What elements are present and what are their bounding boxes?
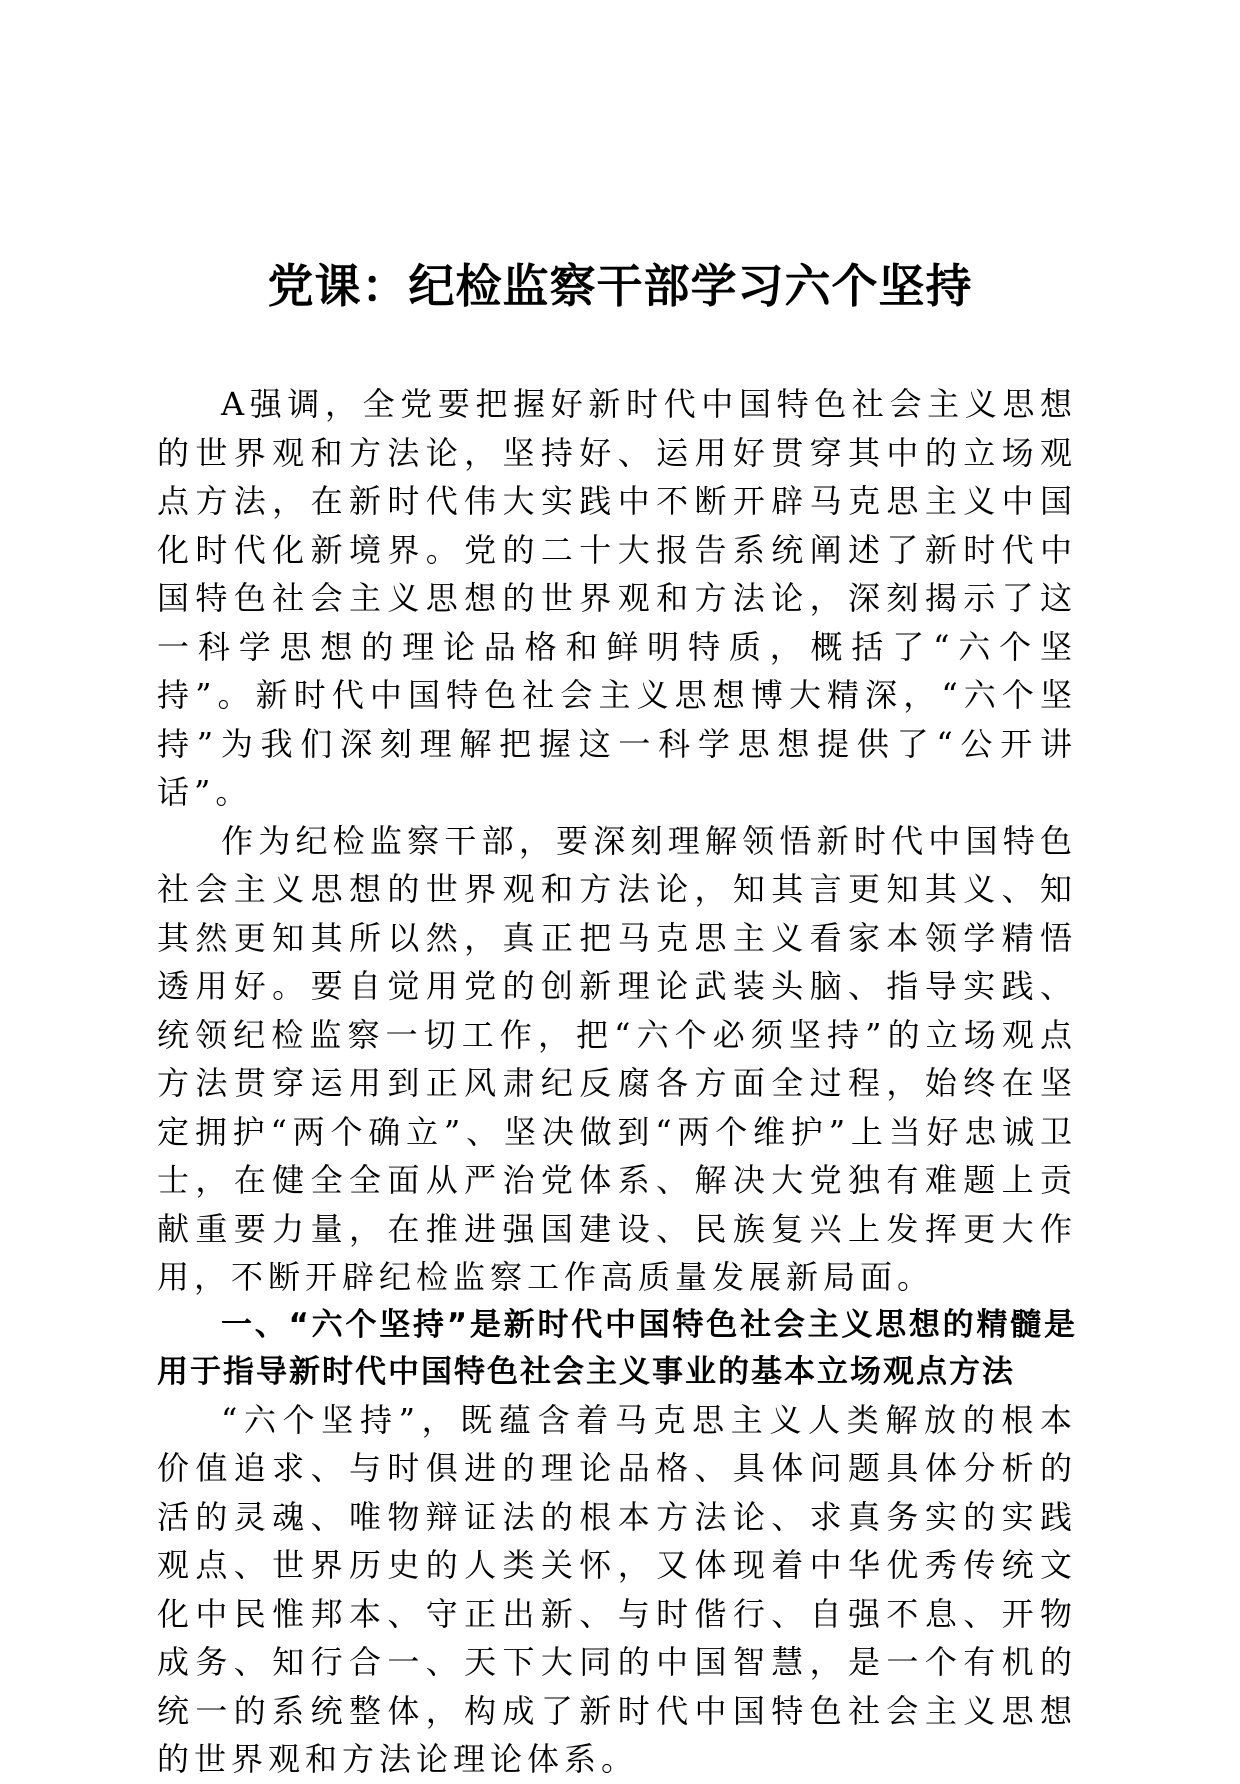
document-title: 党课：纪检监察干部学习六个坚持 <box>267 259 973 313</box>
paragraph-intro: A强调，全党要把握好新时代中国特色社会主义思想的世界观和方法论，坚持好、运用好贯穿其中的立场观点方法，在新时代伟大实践中不断开辟马克思主义中国化时代化新境界。党的二十大报告系统阐述了新时代中国特色社会主义思想的世界观和方法论，深刻揭示了这一科学思想的理论品格和鲜明特质，概括了“六个坚持”。新时代中国特色社会主义思想博大精深，“六个坚持”为我们深刻理解把握这一科学思想提供了“公开讲话”。 <box>157 385 1077 811</box>
paragraph-section-1: “六个坚持”，既蕴含着马克思主义人类解放的根本价值追求、与时俱进的理论品格、具体问题具体分析的活的灵魂、唯物辩证法的根本方法论、求真务实的实践观点、世界历史的人类关怀，又体现着中华优秀传统文化中民惟邦本、守正出新、与时偕行、自强不息、开物成务、知行合一、天下大同的中国智慧，是一个有机的统一的系统整体，构成了新时代中国特色社会主义思想的世界观和方法论理论体系。 <box>157 1400 1077 1778</box>
paragraph-cadre-requirements: 作为纪检监察干部，要深刻理解领悟新时代中国特色社会主义思想的世界观和方法论，知其言更知其义、知其然更知其所以然，真正把马克思主义看家本领学精悟透用好。要自觉用党的创新理论武装头脑、指导实践、统领纪检监察一切工作，把“六个必须坚持”的立场观点方法贯穿运用到正风肃纪反腐各方面全过程，始终在坚定拥护“两个确立”、坚决做到“两个维护”上当好忠诚卫士，在健全全面从严治党体系、解决大党独有难题上贡献重要力量，在推进强国建设、民族复兴上发挥更大作用，不断开辟纪检监察工作高质量发展新局面。 <box>157 821 1077 1296</box>
document-body <box>157 380 1077 1784</box>
section-heading-1: 一、“六个坚持”是新时代中国特色社会主义思想的精髓是用于指导新时代中国特色社会主义事业的基本立场观点方法 <box>157 1306 1077 1390</box>
